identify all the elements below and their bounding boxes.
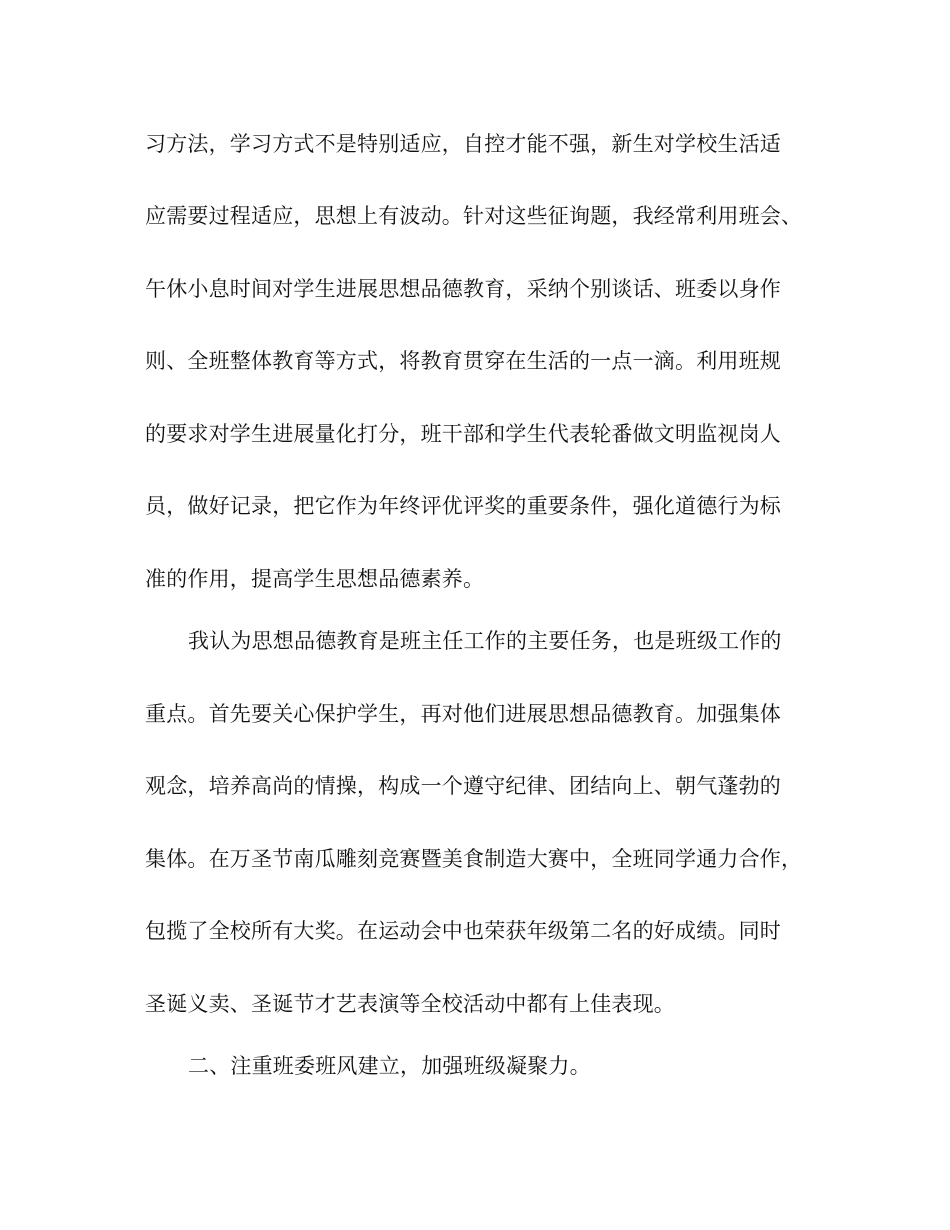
section-heading: 二、注重班委班风建立，加强班级凝聚力。 bbox=[188, 1054, 591, 1078]
text-line-2: 应需要过程适应，思想上有波动。针对这些征询题，我经常利用班会、 bbox=[145, 204, 803, 228]
text-line-3: 午休小息时间对学生进展思想品德教育，采纳个别谈话、班委以身作 bbox=[145, 277, 781, 301]
text-line-5: 的要求对学生进展量化打分，班干部和学生代表轮番做文明监视岗人 bbox=[145, 422, 781, 446]
paragraph-2-first-line: 我认为思想品德教育是班主任工作的主要任务，也是班级工作的 bbox=[188, 629, 782, 653]
text-line-11: 集体。在万圣节南瓜雕刻竞赛暨美食制造大赛中，全班同学通力合作， bbox=[145, 847, 803, 871]
text-line-12: 包揽了全校所有大奖。在运动会中也荣获年级第二名的好成绩。同时 bbox=[145, 919, 781, 943]
text-line-10: 观念，培养高尚的情操，构成一个遵守纪律、团结向上、朝气蓬勃的 bbox=[145, 774, 781, 798]
text-line-13: 圣诞义卖、圣诞节才艺表演等全校活动中都有上佳表现。 bbox=[145, 992, 675, 1016]
text-line-4: 则、全班整体教育等方式，将教育贯穿在生活的一点一滴。利用班规 bbox=[145, 349, 781, 373]
text-line-1: 习方法，学习方式不是特别适应，自控才能不强，新生对学校生活适 bbox=[145, 132, 781, 156]
text-line-7: 准的作用，提高学生思想品德素养。 bbox=[145, 567, 485, 591]
text-line-9: 重点。首先要关心保护学生，再对他们进展思想品德教育。加强集体 bbox=[145, 702, 781, 726]
text-line-6: 员，做好记录，把它作为年终评优评奖的重要条件，强化道德行为标 bbox=[145, 494, 781, 518]
